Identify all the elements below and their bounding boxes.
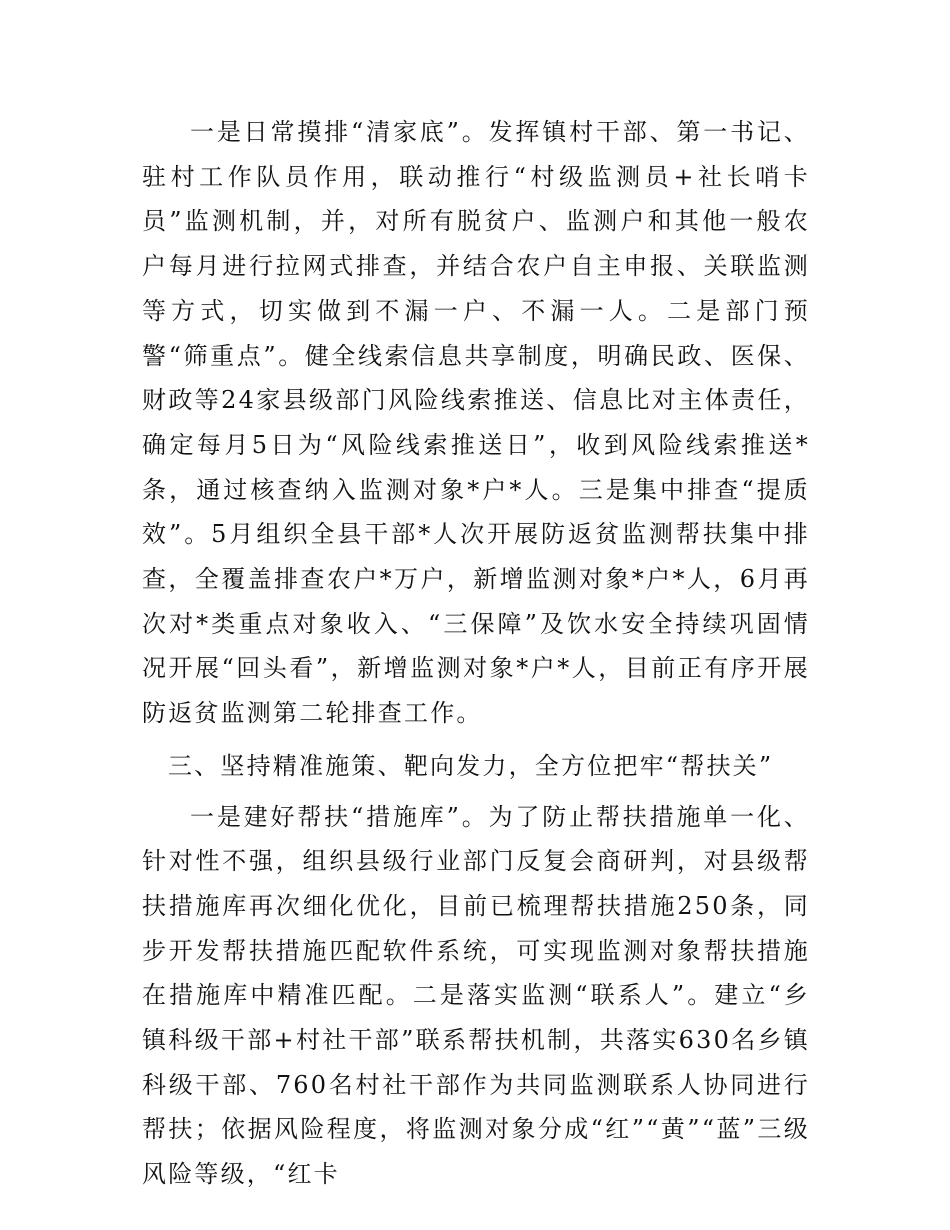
- section-heading-3: 三、坚持精准施策、靶向发力，全方位把牢“帮扶关”: [168, 751, 774, 780]
- body-paragraph-2: 一是建好帮扶“措施库”。为了防止帮扶措施单一化、针对性不强，组织县级行业部门反复会商研判，对县级帮扶措施库再次细化优化，目前已梳理帮扶措施250条，同步开发帮扶措施匹配软件系统，可实现监测对象帮扶措施在措施库中精准匹配。二是落实监测“联系人”。建立“乡镇科级干部+村社干部”联系帮扶机制，共落实630名乡镇科级干部、760名村社干部作为共同监测联系人协同进行帮扶；依据风险程度，将监测对象分成“红”“黄”“蓝”三级风险等级，“红卡: [142, 802, 810, 1189]
- body-paragraph-1: 一是日常摸排“清家底”。发挥镇村干部、第一书记、驻村工作队员作用，联动推行“村级监测员+社长哨卡员”监测机制，并，对所有脱贫户、监测户和其他一般农户每月进行拉网式排查，并结合农户自主申报、关联监测等方式，切实做到不漏一户、不漏一人。二是部门预警“筛重点”。健全线索信息共享制度，明确民政、医保、财政等24家县级部门风险线索推送、信息比对主体责任，确定每月5日为“风险线索推送日”，收到风险线索推送*条，通过核查纳入监测对象*户*人。三是集中排查“提质效”。5月组织全县干部*人次开展防返贫监测帮扶集中排查，全覆盖排查农户*万户，新增监测对象*户*人，6月再次对*类重点对象收入、“三保障”及饮水安全持续巩固情况开展“回头看”，新增监测对象*户*人，目前正有序开展防返贫监测第二轮排查工作。: [142, 118, 810, 728]
- document-page: [142, 110, 810, 1197]
